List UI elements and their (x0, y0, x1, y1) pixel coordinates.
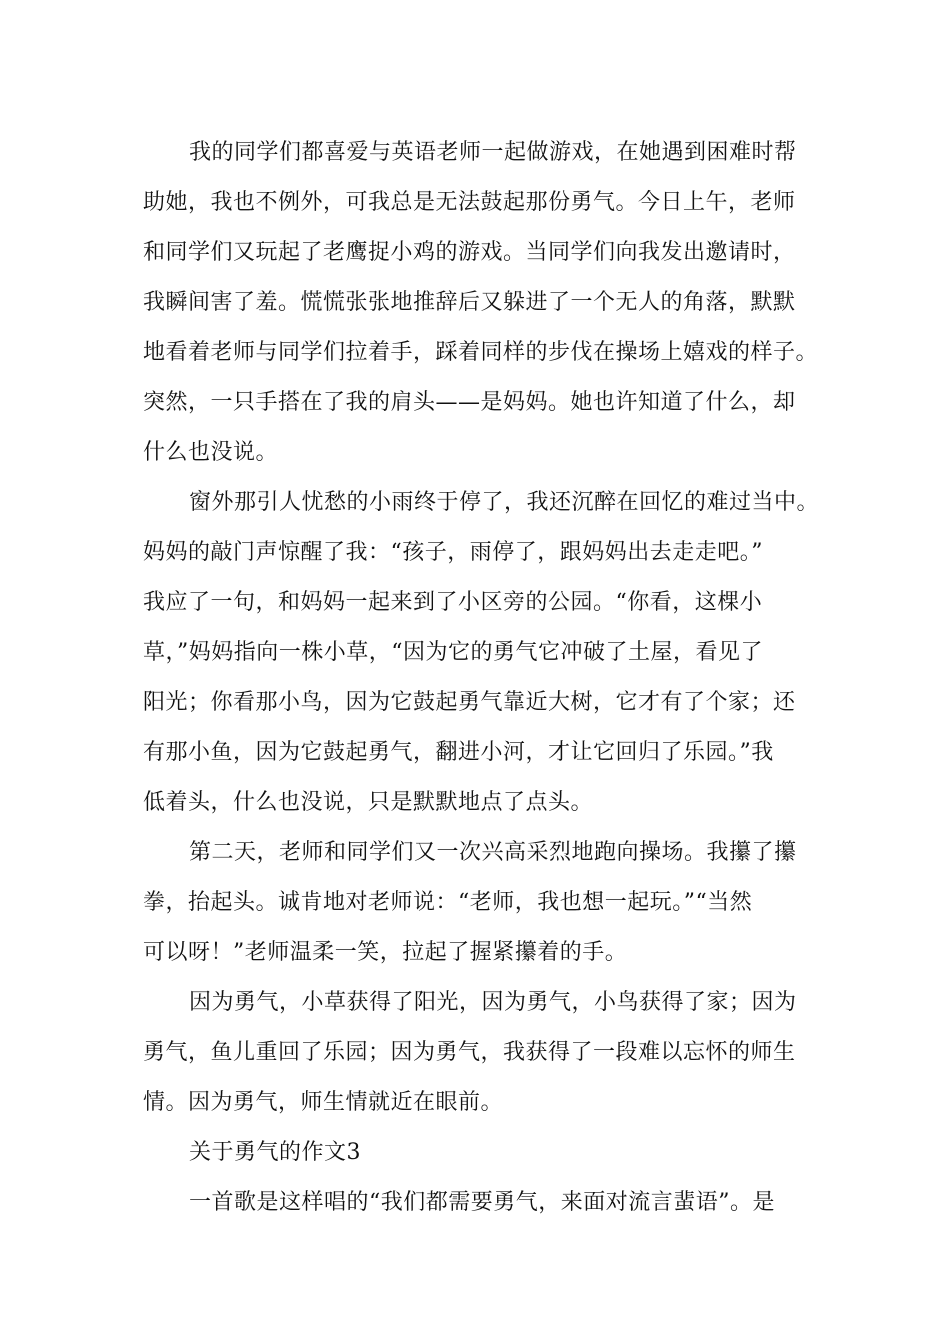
text-line: 我应了一句，和妈妈一起来到了小区旁的公园。“你看，这棵小 (143, 590, 763, 615)
text-line: 可以呀！”老师温柔一笑，拉起了握紧攥着的手。 (143, 940, 628, 965)
text-line: 突然，一只手搭在了我的肩头——是妈妈。她也许知道了什么，却 (143, 390, 796, 415)
text-line: 勇气，鱼儿重回了乐园；因为勇气，我获得了一段难以忘怀的师生 (143, 1040, 796, 1065)
paragraph-1 (143, 128, 833, 478)
text-line: 和同学们又玩起了老鹰捉小鸡的游戏。当同学们向我发出邀请时， (143, 240, 796, 265)
text-line: 一首歌是这样唱的“我们都需要勇气，来面对流言蜚语”。是 (189, 1190, 775, 1215)
document-body (143, 128, 833, 1228)
text-line: 助她，我也不例外，可我总是无法鼓起那份勇气。今日上午，老师 (143, 190, 796, 215)
paragraph-3 (143, 828, 833, 978)
section-heading (143, 1128, 833, 1178)
text-line: 草，”妈妈指向一株小草，“因为它的勇气它冲破了土屋，看见了 (143, 640, 763, 665)
text-line: 地看着老师与同学们拉着手，踩着同样的步伐在操场上嬉戏的样子。 (143, 340, 819, 365)
text-line: 我的同学们都喜爱与英语老师一起做游戏，在她遇到困难时帮 (189, 140, 797, 165)
heading-line: 关于勇气的作文3 (189, 1140, 361, 1165)
text-line: 低着头，什么也没说，只是默默地点了点头。 (143, 790, 594, 815)
text-line: 拳，抬起头。诚肯地对老师说：“老师，我也想一起玩。”“当然 (143, 890, 753, 915)
text-line: 第二天，老师和同学们又一次兴高采烈地跑向操场。我攥了攥 (189, 840, 797, 865)
text-line: 窗外那引人忧愁的小雨终于停了，我还沉醉在回忆的难过当中。 (189, 490, 820, 515)
paragraph-4 (143, 978, 833, 1128)
text-line: 有那小鱼，因为它鼓起勇气，翻进小河，才让它回归了乐园。”我 (143, 740, 774, 765)
text-line: 阳光；你看那小鸟，因为它鼓起勇气靠近大树，它才有了个家；还 (143, 690, 796, 715)
text-line: 情。因为勇气，师生情就近在眼前。 (143, 1090, 504, 1115)
text-line: 因为勇气，小草获得了阳光，因为勇气，小鸟获得了家；因为 (189, 990, 797, 1015)
paragraph-5 (143, 1178, 833, 1228)
text-line: 妈妈的敲门声惊醒了我：“孩子，雨停了，跟妈妈出去走走吧。” (143, 540, 763, 565)
text-line: 我瞬间害了羞。慌慌张张地推辞后又躲进了一个无人的角落，默默 (143, 290, 796, 315)
text-line: 什么也没说。 (143, 440, 279, 465)
paragraph-2 (143, 478, 833, 828)
